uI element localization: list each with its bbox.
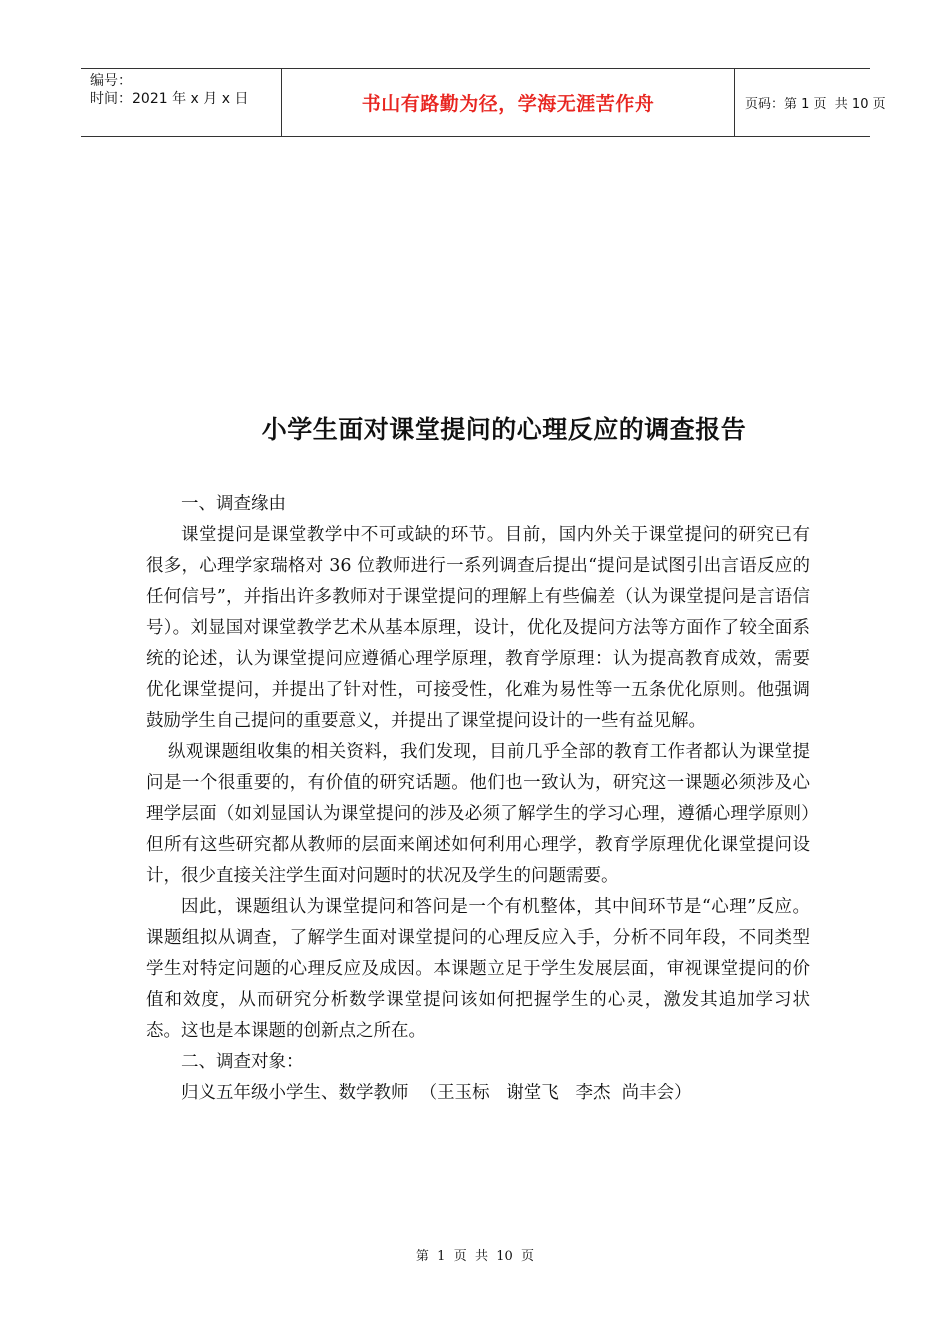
page-label: 页码：第 1 页 共 10 页: [745, 97, 886, 112]
motto: 书山有路勤为径，学海无涯苦作舟: [361, 93, 655, 115]
number-label: 编号：: [90, 73, 132, 89]
paragraph: 归义五年级小学生、数学教师 （王玉标 谢堂飞 李杰 尚丰会）: [181, 1083, 692, 1103]
header-table: [81, 68, 886, 137]
footer-page-number: 第 1 页 共 10 页: [415, 1249, 535, 1264]
header-info-cell: [81, 69, 282, 136]
section-heading-reason: 一、调查缘由: [181, 494, 286, 514]
document-body: [146, 489, 810, 1109]
page-footer: [0, 1245, 950, 1264]
document-title: [0, 410, 950, 446]
paragraph: 课堂提问是课堂教学中不可或缺的环节。目前，国内外关于课堂提问的研究已有很多，心理学家瑞格对 36 位教师进行一系列调查后提出“提问是试图引出言语反应的任何信号”，并指出许多教师对于课堂提问的理解上有些偏差（认为课堂提问是言语信号）。刘显国对课堂教学艺术从基本原理，设计，优化及提问方法等方面作了较全面系统的论述，认为课堂提问应遵循心理学原理，教育学原理：认为提高教育成效，需要优化课堂提问，并提出了针对性，可接受性，化难为易性等一五条优化原则。他强调鼓励学生自己提问的重要意义，并提出了课堂提问设计的一些有益见解。: [146, 525, 810, 731]
time-label: 时间：2021 年 x 月 x 日: [90, 91, 249, 107]
header-motto-cell: [282, 69, 735, 136]
paragraph: 因此，课题组认为课堂提问和答问是一个有机整体，其中间环节是“心理”反应。课题组拟从调查，了解学生面对课堂提问的心理反应入手，分析不同年段，不同类型学生对特定问题的心理反应及成因。本课题立足于学生发展层面，审视课堂提问的价值和效度，从而研究分析数学课堂提问该如何把握学生的心灵，激发其追加学习状态。这也是本课题的创新点之所在。: [146, 897, 810, 1041]
title-text: 小学生面对课堂提问的心理反应的调查报告: [261, 415, 747, 444]
header-page-cell: [735, 69, 886, 136]
paragraph: 纵观课题组收集的相关资料，我们发现，目前几乎全部的教育工作者都认为课堂提问是一个很重要的，有价值的研究话题。他们也一致认为，研究这一课题必须涉及心理学层面（如刘显国认为课堂提问的涉及必须了解学生的学习心理，遵循心理学原则）但所有这些研究都从教师的层面来阐述如何利用心理学，教育学原理优化课堂提问设计，很少直接关注学生面对问题时的状况及学生的问题需要。: [146, 742, 810, 886]
section-heading-subjects: 二、调查对象：: [181, 1052, 304, 1072]
